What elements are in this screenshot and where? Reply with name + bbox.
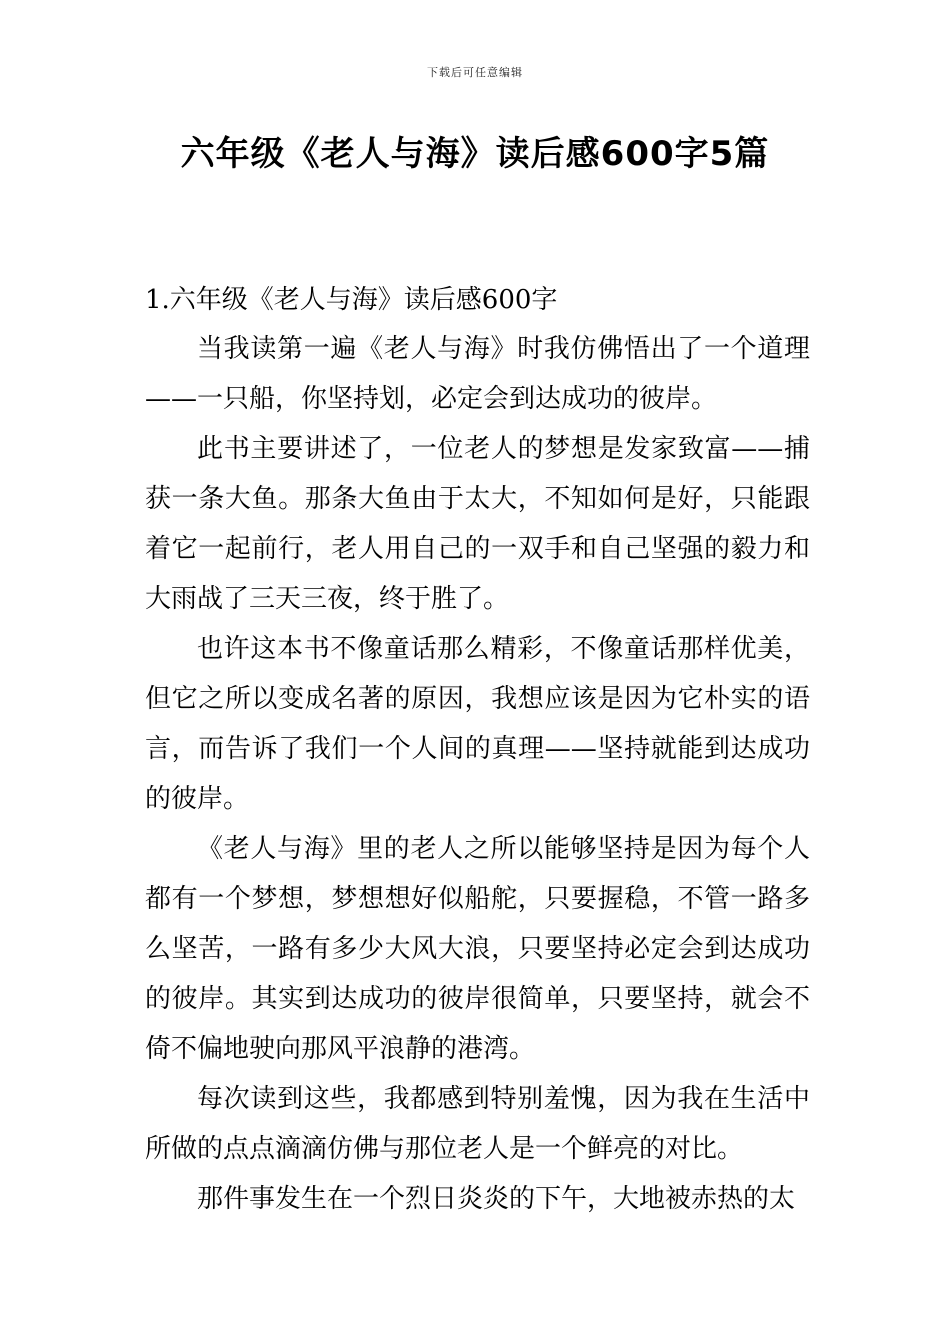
paragraph-2: 此书主要讲述了，一位老人的梦想是发家致富——捕获一条大鱼。那条大鱼由于太大，不知如何是好，只能跟着它一起前行，老人用自己的一双手和自己坚强的毅力和大雨战了三天三夜，终于胜了。 xyxy=(145,434,810,614)
document-title: 六年级《老人与海》读后感600字5篇 xyxy=(180,134,770,174)
document-body xyxy=(145,276,810,1224)
paragraph-6: 那件事发生在一个烈日炎炎的下午，大地被赤热的太 xyxy=(197,1184,796,1214)
header-note: 下载后可任意编辑 xyxy=(427,66,523,79)
section-heading: 1.六年级《老人与海》读后感600字 xyxy=(145,285,558,315)
paragraph-5: 每次读到这些，我都感到特别羞愧，因为我在生活中所做的点点滴滴仿佛与那位老人是一个鲜亮的对比。 xyxy=(145,1084,810,1164)
paragraph-4: 《老人与海》里的老人之所以能够坚持是因为每个人都有一个梦想，梦想想好似船舵，只要握稳，不管一路多么坚苦，一路有多少大风大浪，只要坚持必定会到达成功的彼岸。其实到达成功的彼岸很简单，只要坚持，就会不倚不偏地驶向那风平浪静的港湾。 xyxy=(145,834,810,1064)
paragraph-1: 当我读第一遍《老人与海》时我仿佛悟出了一个道理——一只船，你坚持划，必定会到达成功的彼岸。 xyxy=(145,334,810,414)
paragraph-3: 也许这本书不像童话那么精彩，不像童话那样优美，但它之所以变成名著的原因，我想应该是因为它朴实的语言，而告诉了我们一个人间的真理——坚持就能到达成功的彼岸。 xyxy=(145,634,810,814)
